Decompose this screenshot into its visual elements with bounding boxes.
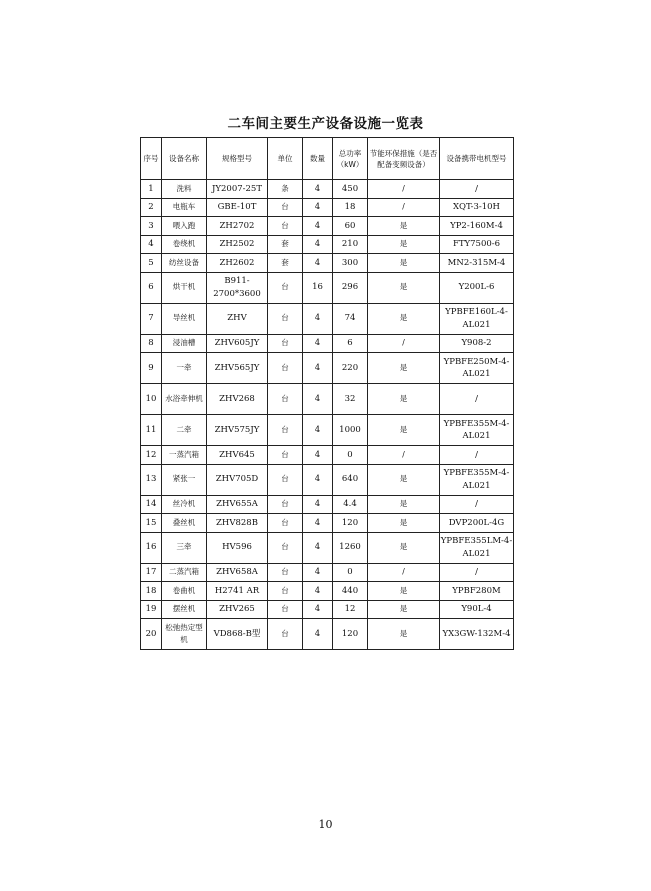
cell-energy-measures: / (368, 334, 440, 353)
cell-power: 300 (333, 254, 368, 273)
cell-seq: 18 (141, 582, 162, 601)
table-row (141, 446, 514, 465)
cell-power: 450 (333, 180, 368, 199)
cell-qty: 4 (303, 563, 333, 582)
table-row (141, 303, 514, 334)
cell-name: 洗料 (162, 180, 207, 199)
cell-qty: 4 (303, 217, 333, 236)
header-power: 总功率（kW） (333, 138, 368, 180)
cell-model: ZH2502 (207, 235, 268, 254)
cell-qty: 4 (303, 446, 333, 465)
cell-seq: 16 (141, 532, 162, 563)
cell-seq: 17 (141, 563, 162, 582)
table-row (141, 415, 514, 446)
cell-energy-measures: 是 (368, 353, 440, 384)
cell-model: ZHV268 (207, 384, 268, 415)
table-row (141, 334, 514, 353)
table-row (141, 514, 514, 533)
cell-power: 296 (333, 272, 368, 303)
cell-energy-measures: 是 (368, 235, 440, 254)
table-row (141, 495, 514, 514)
cell-name: 紧张一 (162, 464, 207, 495)
cell-motor-model: YPBFE355M-4-AL021 (440, 464, 514, 495)
table-row (141, 464, 514, 495)
cell-motor-model: MN2-315M-4 (440, 254, 514, 273)
cell-name: 喂入跑 (162, 217, 207, 236)
cell-name: 浸油槽 (162, 334, 207, 353)
cell-model: VD868-B型 (207, 619, 268, 650)
cell-name: 卷曲机 (162, 582, 207, 601)
cell-qty: 4 (303, 235, 333, 254)
header-seq: 序号 (141, 138, 162, 180)
header-motor-model: 设备携带电机型号 (440, 138, 514, 180)
table-row (141, 384, 514, 415)
cell-power: 32 (333, 384, 368, 415)
cell-unit: 台 (268, 415, 303, 446)
table-title: 二车间主要生产设备设施一览表 (227, 116, 424, 132)
table-row (141, 217, 514, 236)
cell-unit: 台 (268, 514, 303, 533)
cell-unit: 台 (268, 563, 303, 582)
cell-seq: 6 (141, 272, 162, 303)
cell-model: ZHV828B (207, 514, 268, 533)
cell-model: ZH2702 (207, 217, 268, 236)
table-row (141, 563, 514, 582)
cell-name: 卷绕机 (162, 235, 207, 254)
cell-name: 摆丝机 (162, 600, 207, 619)
cell-energy-measures: / (368, 180, 440, 199)
cell-unit: 台 (268, 334, 303, 353)
cell-qty: 4 (303, 198, 333, 217)
cell-energy-measures: 是 (368, 254, 440, 273)
cell-motor-model: / (440, 495, 514, 514)
header-name: 设备名称 (162, 138, 207, 180)
cell-name: 二牵 (162, 415, 207, 446)
cell-motor-model: XQT-3-10H (440, 198, 514, 217)
cell-energy-measures: / (368, 198, 440, 217)
cell-power: 6 (333, 334, 368, 353)
cell-seq: 3 (141, 217, 162, 236)
cell-energy-measures: 是 (368, 415, 440, 446)
cell-unit: 台 (268, 217, 303, 236)
cell-energy-measures: 是 (368, 619, 440, 650)
cell-name: 丝冷机 (162, 495, 207, 514)
header-energy-measures: 节能环保措施（是否配备变频设备） (368, 138, 440, 180)
cell-motor-model: Y90L-4 (440, 600, 514, 619)
cell-energy-measures: / (368, 446, 440, 465)
cell-unit: 台 (268, 446, 303, 465)
cell-unit: 台 (268, 532, 303, 563)
cell-name: 导丝机 (162, 303, 207, 334)
cell-seq: 2 (141, 198, 162, 217)
cell-motor-model: / (440, 384, 514, 415)
cell-model: ZHV605JY (207, 334, 268, 353)
cell-name: 叠丝机 (162, 514, 207, 533)
cell-seq: 1 (141, 180, 162, 199)
cell-seq: 12 (141, 446, 162, 465)
cell-power: 60 (333, 217, 368, 236)
cell-model: ZHV (207, 303, 268, 334)
table-row (141, 254, 514, 273)
table-header (141, 138, 514, 180)
cell-motor-model: YX3GW-132M-4 (440, 619, 514, 650)
cell-unit: 台 (268, 272, 303, 303)
page-number: 10 (318, 818, 333, 831)
equipment-table (140, 137, 514, 650)
cell-qty: 4 (303, 464, 333, 495)
cell-energy-measures: 是 (368, 532, 440, 563)
cell-model: GBE-10T (207, 198, 268, 217)
cell-power: 120 (333, 619, 368, 650)
cell-seq: 20 (141, 619, 162, 650)
cell-motor-model: YPBFE250M-4-AL021 (440, 353, 514, 384)
cell-seq: 8 (141, 334, 162, 353)
cell-unit: 台 (268, 582, 303, 601)
cell-model: ZHV575JY (207, 415, 268, 446)
cell-name: 二蒸汽箱 (162, 563, 207, 582)
cell-motor-model: YPBFE160L-4-AL021 (440, 303, 514, 334)
cell-energy-measures: 是 (368, 582, 440, 601)
cell-qty: 4 (303, 582, 333, 601)
cell-qty: 4 (303, 532, 333, 563)
cell-motor-model: / (440, 180, 514, 199)
cell-energy-measures: 是 (368, 272, 440, 303)
cell-qty: 4 (303, 495, 333, 514)
cell-seq: 19 (141, 600, 162, 619)
cell-qty: 4 (303, 415, 333, 446)
cell-motor-model: DVP200L-4G (440, 514, 514, 533)
table-body (141, 180, 514, 650)
cell-name: 烘干机 (162, 272, 207, 303)
cell-seq: 13 (141, 464, 162, 495)
header-qty: 数量 (303, 138, 333, 180)
cell-unit: 台 (268, 384, 303, 415)
cell-model: ZHV655A (207, 495, 268, 514)
cell-power: 74 (333, 303, 368, 334)
cell-power: 0 (333, 563, 368, 582)
table-row (141, 619, 514, 650)
cell-unit: 台 (268, 495, 303, 514)
cell-power: 0 (333, 446, 368, 465)
cell-seq: 10 (141, 384, 162, 415)
cell-motor-model: YPBFE355LM-4-AL021 (440, 532, 514, 563)
table-row (141, 235, 514, 254)
cell-unit: 台 (268, 198, 303, 217)
cell-motor-model: / (440, 563, 514, 582)
cell-unit: 台 (268, 619, 303, 650)
cell-power: 220 (333, 353, 368, 384)
cell-model: ZHV565JY (207, 353, 268, 384)
cell-motor-model: / (440, 446, 514, 465)
cell-energy-measures: 是 (368, 600, 440, 619)
cell-power: 4.4 (333, 495, 368, 514)
cell-qty: 4 (303, 600, 333, 619)
cell-energy-measures: 是 (368, 495, 440, 514)
cell-energy-measures: 是 (368, 303, 440, 334)
cell-power: 1260 (333, 532, 368, 563)
cell-qty: 4 (303, 514, 333, 533)
cell-energy-measures: / (368, 563, 440, 582)
cell-power: 12 (333, 600, 368, 619)
cell-model: ZH2602 (207, 254, 268, 273)
cell-qty: 4 (303, 254, 333, 273)
table-row (141, 600, 514, 619)
cell-name: 三牵 (162, 532, 207, 563)
table-row (141, 582, 514, 601)
cell-motor-model: FTY7500-6 (440, 235, 514, 254)
cell-energy-measures: 是 (368, 464, 440, 495)
table-row (141, 180, 514, 199)
cell-motor-model: YPBF280M (440, 582, 514, 601)
cell-model: ZHV645 (207, 446, 268, 465)
cell-model: HV596 (207, 532, 268, 563)
cell-motor-model: YPBFE355M-4-AL021 (440, 415, 514, 446)
cell-seq: 9 (141, 353, 162, 384)
table-row (141, 353, 514, 384)
cell-name: 一蒸汽箱 (162, 446, 207, 465)
cell-energy-measures: 是 (368, 384, 440, 415)
cell-power: 440 (333, 582, 368, 601)
header-unit: 单位 (268, 138, 303, 180)
table-row (141, 272, 514, 303)
cell-power: 640 (333, 464, 368, 495)
cell-energy-measures: 是 (368, 514, 440, 533)
cell-model: ZHV265 (207, 600, 268, 619)
header-row (141, 138, 514, 180)
cell-name: 纺丝设备 (162, 254, 207, 273)
cell-unit: 条 (268, 180, 303, 199)
cell-power: 18 (333, 198, 368, 217)
cell-name: 水浴牵伸机 (162, 384, 207, 415)
cell-unit: 套 (268, 254, 303, 273)
cell-name: 松弛热定型机 (162, 619, 207, 650)
cell-seq: 4 (141, 235, 162, 254)
cell-seq: 5 (141, 254, 162, 273)
cell-qty: 4 (303, 303, 333, 334)
table-row (141, 532, 514, 563)
cell-model: H2741 AR (207, 582, 268, 601)
cell-name: 一牵 (162, 353, 207, 384)
cell-unit: 台 (268, 600, 303, 619)
cell-qty: 4 (303, 353, 333, 384)
cell-qty: 16 (303, 272, 333, 303)
cell-motor-model: Y908-2 (440, 334, 514, 353)
cell-power: 1000 (333, 415, 368, 446)
cell-unit: 台 (268, 464, 303, 495)
cell-seq: 7 (141, 303, 162, 334)
cell-power: 120 (333, 514, 368, 533)
cell-model: B911-2700*3600 (207, 272, 268, 303)
cell-energy-measures: 是 (368, 217, 440, 236)
cell-motor-model: Y200L-6 (440, 272, 514, 303)
cell-model: ZHV705D (207, 464, 268, 495)
cell-seq: 15 (141, 514, 162, 533)
cell-power: 210 (333, 235, 368, 254)
cell-model: JY2007-25T (207, 180, 268, 199)
cell-qty: 4 (303, 619, 333, 650)
cell-unit: 台 (268, 353, 303, 384)
cell-seq: 14 (141, 495, 162, 514)
cell-seq: 11 (141, 415, 162, 446)
header-model: 规格型号 (207, 138, 268, 180)
cell-model: ZHV658A (207, 563, 268, 582)
cell-unit: 套 (268, 235, 303, 254)
cell-qty: 4 (303, 180, 333, 199)
cell-name: 电瓶车 (162, 198, 207, 217)
cell-qty: 4 (303, 334, 333, 353)
cell-unit: 台 (268, 303, 303, 334)
cell-qty: 4 (303, 384, 333, 415)
table-row (141, 198, 514, 217)
cell-motor-model: YP2-160M-4 (440, 217, 514, 236)
